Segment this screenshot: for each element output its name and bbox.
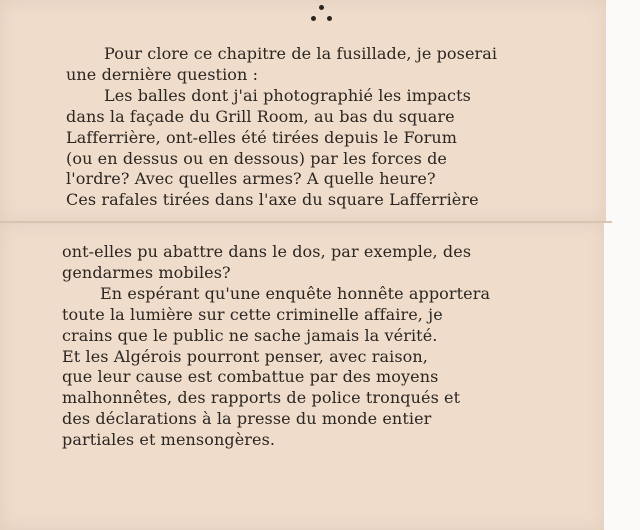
bottom-text-block	[62, 242, 490, 451]
scan-seam	[0, 221, 612, 223]
text-line: En espérant qu'une enquête honnête apportera	[100, 283, 491, 303]
text-line: (ou en dessus ou en dessous) par les forces de	[66, 148, 447, 168]
section-ornament	[308, 2, 336, 28]
text-line: malhonnêtes, des rapports de police tronqués et	[62, 388, 461, 408]
text-line: l'ordre? Avec quelles armes? A quelle heure?	[66, 169, 436, 189]
text-line: crains que le public ne sache jamais la vérité.	[62, 325, 438, 345]
text-line: une dernière question :	[66, 64, 259, 84]
text-line: des déclarations à la presse du monde entier	[62, 409, 432, 429]
text-line: toute la lumière sur cette criminelle affaire, je	[62, 304, 443, 324]
top-text-block	[66, 44, 497, 211]
text-line: Les balles dont j'ai photographié les impacts	[104, 85, 471, 105]
text-line: gendarmes mobiles?	[62, 262, 231, 282]
text-line: ont-elles pu abattre dans le dos, par exemple, des	[62, 242, 472, 261]
text-line: dans la façade du Grill Room, au bas du square	[66, 106, 455, 126]
text-line: Pour clore ce chapitre de la fusillade, je poserai	[104, 44, 498, 63]
text-line: Et les Algérois pourront penser, avec raison,	[62, 346, 428, 366]
text-line: Ces rafales tirées dans l'axe du square Lafferrière	[66, 190, 479, 210]
text-line: que leur cause est combattue par des moyens	[62, 367, 439, 387]
text-line: Lafferrière, ont-elles été tirées depuis le Forum	[66, 127, 458, 147]
text-line: partiales et mensongères.	[62, 430, 276, 450]
